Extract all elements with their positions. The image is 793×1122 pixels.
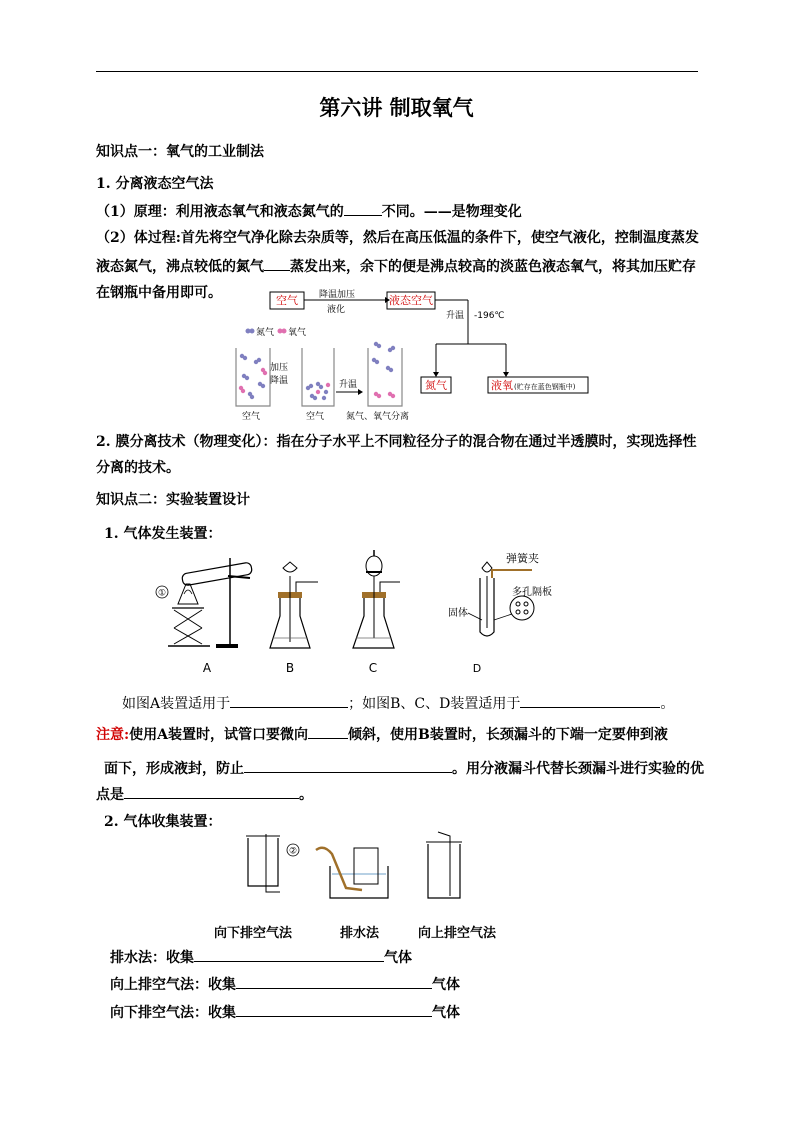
liquid-air-diagram — [230, 288, 610, 426]
note-text-a: 使用A装置时，试管口要微向 — [129, 727, 309, 743]
step1-top-text: 降温加压 — [318, 290, 356, 300]
blank-advantage[interactable] — [124, 784, 299, 799]
caption-air-1: 空气 — [242, 412, 261, 422]
pressurize-text: 加压 — [270, 363, 289, 373]
page-title: 第六讲 制取氧气 — [319, 95, 474, 120]
label-d: D — [472, 662, 482, 674]
process-text-b: 蒸发出来，余下的便是沸点较高的淡蓝色液态氧气，将其加压贮存 — [290, 259, 696, 275]
liquid-oxygen-note: (贮存在蓝色钢瓶中) — [514, 383, 576, 391]
subsection-1: 1. 分离液态空气法 — [96, 176, 214, 192]
fill-upward-text-a: 向上排空气法：收集 — [110, 977, 236, 993]
note-line-2 — [104, 758, 704, 779]
note-line-1 — [96, 724, 668, 745]
cool-text: 降温 — [270, 376, 289, 386]
membrane-line-2: 分离的技术。 — [96, 460, 180, 476]
label-b: B — [285, 661, 295, 674]
fill-downward-text-a: 向下排空气法：收集 — [110, 1005, 236, 1021]
blank-boiling-point[interactable] — [344, 201, 382, 216]
header-rule — [96, 71, 698, 72]
process-line-3: 在钢瓶中备用即可。 — [96, 285, 222, 301]
q1-text-b: ；如图B、C、D装置适用于 — [348, 696, 521, 712]
blank-nitrogen[interactable] — [264, 256, 290, 271]
process-line-1: （2）体过程:首先将空气净化除去杂质等，然后在高压低温的条件下，使空气液化，控制温度蒸发 — [96, 230, 699, 246]
liquid-oxygen-text: 液氧 — [491, 379, 513, 392]
label-c: C — [368, 661, 378, 674]
blank-upward-gas[interactable] — [236, 974, 432, 989]
warm-text: 升温 — [446, 311, 465, 321]
label-spring-clip: 弹簧夹 — [506, 552, 539, 565]
legend-nitrogen: 氮气 — [256, 328, 275, 338]
label-solid: 固体 — [448, 608, 468, 619]
note-text-c: 面下，形成液封，防止 — [104, 761, 244, 777]
q1-text-c: 。 — [660, 696, 675, 712]
legend-oxygen: 氧气 — [288, 328, 307, 338]
blank-a-suitable[interactable] — [230, 693, 348, 708]
generation-apparatus-diagram — [150, 548, 570, 674]
blank-prevent[interactable] — [244, 758, 452, 773]
blank-bcd-suitable[interactable] — [520, 693, 660, 708]
label-circle-2: ② — [288, 846, 298, 857]
caption-separated: 氮气、氧气分离 — [346, 412, 410, 422]
principle-text-a: （1）原理：利用液态氧气和液态氮气的 — [96, 204, 344, 220]
nitrogen-text: 氮气 — [425, 379, 447, 392]
fill-upward-text-b: 气体 — [432, 977, 460, 993]
caption-air-2: 空气 — [306, 412, 325, 422]
process-text-a: 液态氮气，沸点较低的氮气 — [96, 259, 264, 275]
fill-upward — [110, 974, 460, 995]
note-text-d: 。用分液漏斗代替长颈漏斗进行实验的优 — [452, 761, 704, 777]
fill-downward-text-b: 气体 — [432, 1005, 460, 1021]
note-text-f: 。 — [299, 787, 313, 803]
label-porous-plate: 多孔隔板 — [512, 587, 552, 598]
air-text: 空气 — [276, 294, 298, 307]
fill-water — [110, 947, 412, 968]
label-a: A — [202, 661, 212, 674]
blank-tilt-direction[interactable] — [308, 724, 348, 739]
collection-apparatus-diagram — [236, 830, 476, 910]
fill-water-text-b: 气体 — [384, 950, 412, 966]
subsection-collection: 2. 气体收集装置： — [104, 814, 222, 830]
note-line-3 — [96, 784, 313, 805]
note-text-e: 点是 — [96, 787, 124, 803]
temp-text: -196℃ — [474, 311, 505, 321]
principle-line — [96, 201, 522, 222]
q1-text-a: 如图A装置适用于 — [122, 696, 231, 712]
blank-downward-gas[interactable] — [236, 1002, 432, 1017]
label-circle-1: ① — [157, 588, 167, 599]
warm2-text: 升温 — [339, 380, 358, 390]
question-1 — [122, 693, 674, 714]
section-heading-2: 知识点二：实验装置设计 — [96, 492, 250, 508]
caption-water: 排水法 — [340, 926, 380, 941]
fill-water-text-a: 排水法：收集 — [110, 950, 194, 966]
principle-text-b: 不同。——是物理变化 — [381, 204, 522, 220]
blank-water-gas[interactable] — [194, 947, 384, 962]
subsection-generation: 1. 气体发生装置： — [104, 526, 222, 542]
note-label: 注意: — [96, 727, 130, 743]
fill-downward — [110, 1002, 460, 1023]
step1-bottom-text: 液化 — [326, 305, 346, 315]
process-line-2 — [96, 256, 696, 277]
caption-downward: 向下排空气法 — [214, 926, 293, 941]
section-heading-1: 知识点一：氧气的工业制法 — [96, 144, 264, 160]
liquid-air-text: 液态空气 — [389, 294, 433, 307]
note-text-b: 倾斜，使用B装置时，长颈漏斗的下端一定要伸到液 — [348, 727, 668, 743]
membrane-line-1: 2. 膜分离技术（物理变化）：指在分子水平上不同粒径分子的混合物在通过半透膜时，实现选择性 — [96, 434, 697, 450]
caption-upward: 向上排空气法 — [418, 926, 497, 941]
